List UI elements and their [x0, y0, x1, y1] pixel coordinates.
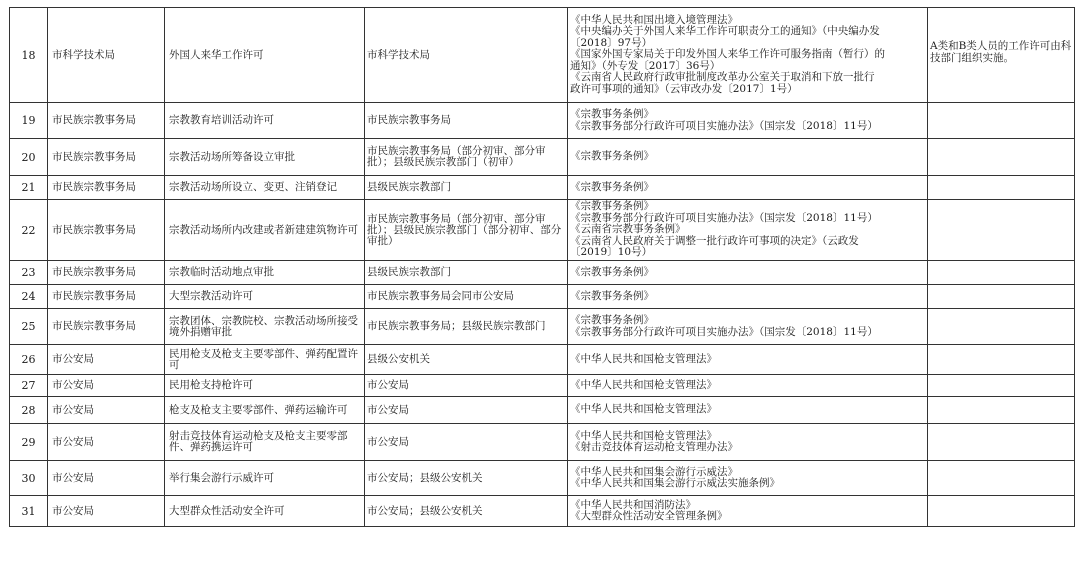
implementing-body-cell: 市公安局；县级公安机关 [365, 496, 568, 527]
remarks-cell [928, 176, 1075, 200]
department-cell: 市民族宗教事务局 [48, 261, 165, 285]
remarks-cell [928, 103, 1075, 139]
legal-basis-line: 《中央编办关于外国人来华工作许可职责分工的通知》（中央编办发 [570, 25, 880, 38]
permit-item-cell: 民用枪支及枪支主要零部件、弹药配置许可 [165, 345, 365, 375]
department-cell: 市科学技术局 [48, 8, 165, 103]
legal-basis-cell [568, 345, 928, 375]
legal-basis-line: 〔2019〕10号） [570, 246, 653, 259]
permit-item-cell: 宗教临时活动地点审批 [165, 261, 365, 285]
row-number-cell: 24 [10, 285, 48, 309]
legal-basis-line: 《云南省人民政府行政审批制度改革办公室关于取消和下放一批行 [570, 71, 875, 84]
table-row [10, 345, 1075, 375]
implementing-body-cell: 市民族宗教事务局；县级民族宗教部门 [365, 309, 568, 345]
permit-item-cell: 射击竞技体育运动枪支及枪支主要零部件、弹药携运许可 [165, 424, 365, 461]
department-cell: 市公安局 [48, 397, 165, 424]
legal-basis-line: 《中华人民共和国枪支管理法》 [570, 429, 717, 442]
permit-item-cell: 大型群众性活动安全许可 [165, 496, 365, 527]
row-number-cell: 30 [10, 461, 48, 496]
permit-item-cell: 宗教团体、宗教院校、宗教活动场所接受境外捐赠审批 [165, 309, 365, 345]
legal-basis-line: 《宗教事务条例》 [570, 314, 654, 327]
legal-basis-cell [568, 200, 928, 261]
row-number-cell: 21 [10, 176, 48, 200]
legal-basis-line: 《宗教事务部分行政许可项目实施办法》（国宗发〔2018〕11号） [570, 325, 878, 338]
remarks-cell [928, 345, 1075, 375]
remarks-cell [928, 461, 1075, 496]
department-cell: 市民族宗教事务局 [48, 309, 165, 345]
department-cell: 市民族宗教事务局 [48, 103, 165, 139]
table-row [10, 285, 1075, 309]
row-number-cell: 22 [10, 200, 48, 261]
row-number-cell: 23 [10, 261, 48, 285]
legal-basis-line: 《宗教事务部分行政许可项目实施办法》（国宗发〔2018〕11号） [570, 119, 878, 132]
legal-basis-line: 《大型群众性活动安全管理条例》 [570, 510, 728, 522]
row-number-cell: 28 [10, 397, 48, 424]
legal-basis-line: 《宗教事务条例》 [570, 150, 654, 163]
department-cell: 市公安局 [48, 461, 165, 496]
legal-basis-line: 《中华人民共和国集会游行示威法实施条例》 [570, 477, 780, 489]
implementing-body-cell: 市民族宗教事务局 [365, 103, 568, 139]
table-body [10, 8, 1075, 527]
permit-item-cell: 大型宗教活动许可 [165, 285, 365, 309]
legal-basis-line: 《宗教事务部分行政许可项目实施办法》（国宗发〔2018〕11号） [570, 211, 878, 224]
remarks-cell [928, 397, 1075, 424]
department-cell: 市民族宗教事务局 [48, 285, 165, 309]
table-row [10, 8, 1075, 103]
row-number-cell: 18 [10, 8, 48, 103]
remarks-cell [928, 375, 1075, 397]
table-row [10, 397, 1075, 424]
legal-basis-cell [568, 261, 928, 285]
remarks-cell [928, 139, 1075, 176]
legal-basis-line: 《宗教事务条例》 [570, 108, 654, 121]
row-number-cell: 25 [10, 309, 48, 345]
table-row [10, 309, 1075, 345]
department-cell: 市民族宗教事务局 [48, 200, 165, 261]
legal-basis-cell [568, 461, 928, 496]
table-row [10, 375, 1075, 397]
legal-basis-line: 《云南省宗教事务条例》 [570, 223, 686, 236]
department-cell: 市公安局 [48, 345, 165, 375]
legal-basis-cell [568, 103, 928, 139]
row-number-cell: 27 [10, 375, 48, 397]
table-row [10, 496, 1075, 527]
permit-item-cell: 宗教活动场所筹备设立审批 [165, 139, 365, 176]
legal-basis-cell [568, 309, 928, 345]
legal-basis-line: 《宗教事务条例》 [570, 200, 654, 213]
implementing-body-cell: 市民族宗教事务局会同市公安局 [365, 285, 568, 309]
legal-basis-line: 《中华人民共和国枪支管理法》 [570, 378, 717, 391]
implementing-body-cell: 市公安局 [365, 375, 568, 397]
department-cell: 市公安局 [48, 375, 165, 397]
legal-basis-line: 政许可事项的通知》（云审改办发〔2017〕1号） [570, 82, 798, 95]
permit-item-cell: 举行集会游行示威许可 [165, 461, 365, 496]
legal-basis-line: 《中华人民共和国枪支管理法》 [570, 352, 717, 365]
legal-basis-line: 《宗教事务条例》 [570, 265, 654, 278]
legal-basis-cell [568, 285, 928, 309]
remarks-cell [928, 200, 1075, 261]
department-cell: 市民族宗教事务局 [48, 176, 165, 200]
legal-basis-line: 《射击竞技体育运动枪支管理办法》 [570, 441, 738, 453]
legal-basis-line: 《宗教事务条例》 [570, 289, 654, 302]
implementing-body-cell: 县级民族宗教部门 [365, 176, 568, 200]
remarks-cell [928, 261, 1075, 285]
implementing-body-cell: 县级公安机关 [365, 345, 568, 375]
remarks-cell [928, 309, 1075, 345]
legal-basis-line: 《中华人民共和国集会游行示威法》 [570, 465, 738, 478]
legal-basis-line: 《云南省人民政府关于调整一批行政许可事项的决定》（云政发 [570, 234, 859, 247]
legal-basis-line: 〔2018〕97号） [570, 36, 653, 49]
implementing-body-cell: 市公安局 [365, 424, 568, 461]
row-number-cell: 31 [10, 496, 48, 527]
table-row [10, 461, 1075, 496]
department-cell: 市民族宗教事务局 [48, 139, 165, 176]
legal-basis-line: 《中华人民共和国出境入境管理法》 [570, 14, 738, 27]
permit-table [9, 7, 1075, 527]
permit-item-cell: 宗教活动场所设立、变更、注销登记 [165, 176, 365, 200]
legal-basis-cell [568, 496, 928, 527]
implementing-body-cell: 市民族宗教事务局（部分初审、部分审批）；县级民族宗教部门（初审） [365, 139, 568, 176]
permit-item-cell: 外国人来华工作许可 [165, 8, 365, 103]
remarks-cell: A类和B类人员的工作许可由科技部门组织实施。 [928, 8, 1075, 103]
table-row [10, 424, 1075, 461]
department-cell: 市公安局 [48, 424, 165, 461]
row-number-cell: 29 [10, 424, 48, 461]
remarks-cell [928, 424, 1075, 461]
implementing-body-cell: 市科学技术局 [365, 8, 568, 103]
table-row [10, 139, 1075, 176]
legal-basis-cell [568, 176, 928, 200]
permit-item-cell: 宗教教育培训活动许可 [165, 103, 365, 139]
implementing-body-cell: 市公安局；县级公安机关 [365, 461, 568, 496]
table-row [10, 200, 1075, 261]
legal-basis-cell [568, 424, 928, 461]
permit-item-cell: 枪支及枪支主要零部件、弹药运输许可 [165, 397, 365, 424]
permit-item-cell: 宗教活动场所内改建或者新建建筑物许可 [165, 200, 365, 261]
row-number-cell: 19 [10, 103, 48, 139]
implementing-body-cell: 市公安局 [365, 397, 568, 424]
table-row [10, 261, 1075, 285]
table-row [10, 103, 1075, 139]
table-row [10, 176, 1075, 200]
row-number-cell: 20 [10, 139, 48, 176]
remarks-cell [928, 285, 1075, 309]
department-cell: 市公安局 [48, 496, 165, 527]
legal-basis-cell [568, 375, 928, 397]
implementing-body-cell: 县级民族宗教部门 [365, 261, 568, 285]
legal-basis-cell [568, 139, 928, 176]
legal-basis-line: 通知》（外专发〔2017〕36号） [570, 59, 721, 72]
permit-item-cell: 民用枪支持枪许可 [165, 375, 365, 397]
legal-basis-line: 《国家外国专家局关于印发外国人来华工作许可服务指南（暂行）的 [570, 48, 885, 61]
implementing-body-cell: 市民族宗教事务局（部分初审、部分审批）；县级民族宗教部门（部分初审、部分审批） [365, 200, 568, 261]
legal-basis-line: 《中华人民共和国枪支管理法》 [570, 403, 717, 416]
remarks-cell [928, 496, 1075, 527]
legal-basis-cell [568, 397, 928, 424]
legal-basis-line: 《中华人民共和国消防法》 [570, 498, 696, 511]
legal-basis-cell [568, 8, 928, 103]
row-number-cell: 26 [10, 345, 48, 375]
legal-basis-line: 《宗教事务条例》 [570, 180, 654, 193]
